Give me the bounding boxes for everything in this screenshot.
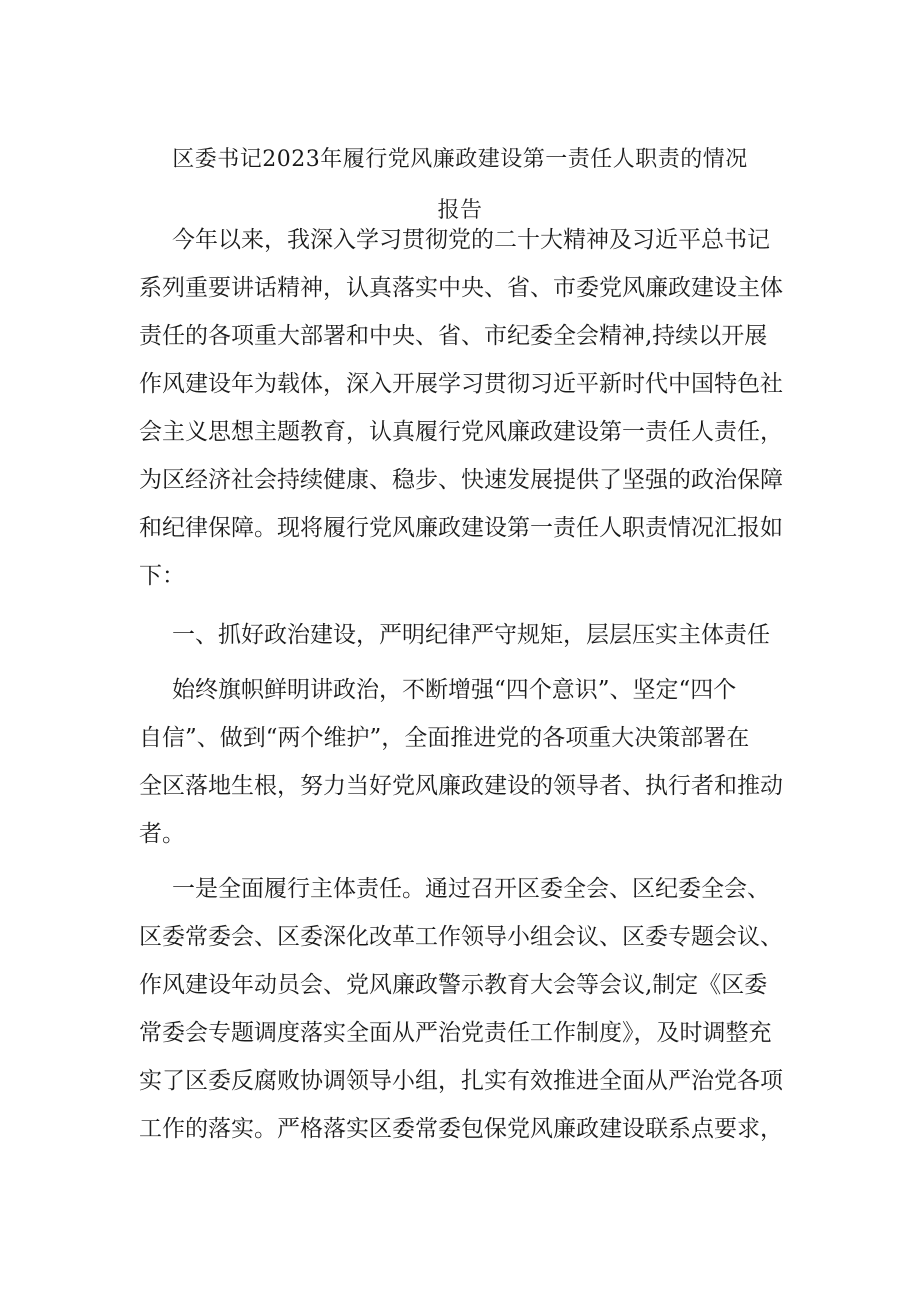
text-line: 系列重要讲话精神，认真落实中央、省、市委党风廉政建设主体 (139, 275, 783, 301)
text-line: 下： (139, 563, 185, 589)
text-line: 责任的各项重大部署和中央、省、市纪委全会精神,持续以开展 (139, 323, 768, 349)
text-line: 作风建设年为载体，深入开展学习贯彻习近平新时代中国特色社 (139, 371, 783, 397)
text-line: 会主义思想主题教育，认真履行党风廉政建设第一责任人责任， (139, 419, 783, 445)
text-line: 区委常委会、区委深化改革工作领导小组会议、区委专题会议、 (139, 924, 783, 950)
text-line: 自信”、做到“两个维护”，全面推进党的各项重大决策部署在 (139, 725, 750, 751)
text-line: 作风建设年动员会、党风廉政警示教育大会等会议,制定《区委 (139, 972, 768, 998)
text-line: 实了区委反腐败协调领导小组，扎实有效推进全面从严治党各项 (139, 1068, 783, 1094)
text-line: 今年以来，我深入学习贯彻党的二十大精神及习近平总书记 (172, 227, 770, 253)
text-line: 一是全面履行主体责任。通过召开区委全会、区纪委全会、 (172, 876, 770, 902)
section-heading-1: 一、抓好政治建设，严明纪律严守规矩，层层压实主体责任 (172, 622, 770, 648)
text-line: 常委会专题调度落实全面从严治党责任工作制度》，及时调整充 (139, 1020, 772, 1046)
text-line: 为区经济社会持续健康、稳步、快速发展提供了坚强的政治保障 (139, 467, 783, 493)
text-line: 全区落地生根，努力当好党风廉政建设的领导者、执行者和推动 (139, 773, 783, 799)
text-line: 和纪律保障。现将履行党风廉政建设第一责任人职责情况汇报如 (139, 515, 783, 541)
text-line: 者。 (139, 821, 185, 847)
text-line: 工作的落实。严格落实区委常委包保党风廉政建设联系点要求， (139, 1116, 783, 1142)
text-line: 始终旗帜鲜明讲政治，不断增强“四个意识”、坚定“四个 (172, 677, 737, 703)
document-title-line-1: 区委书记2023年履行党风廉政建设第一责任人职责的情况 (172, 147, 748, 172)
document-title-line-2: 报告 (437, 198, 483, 223)
